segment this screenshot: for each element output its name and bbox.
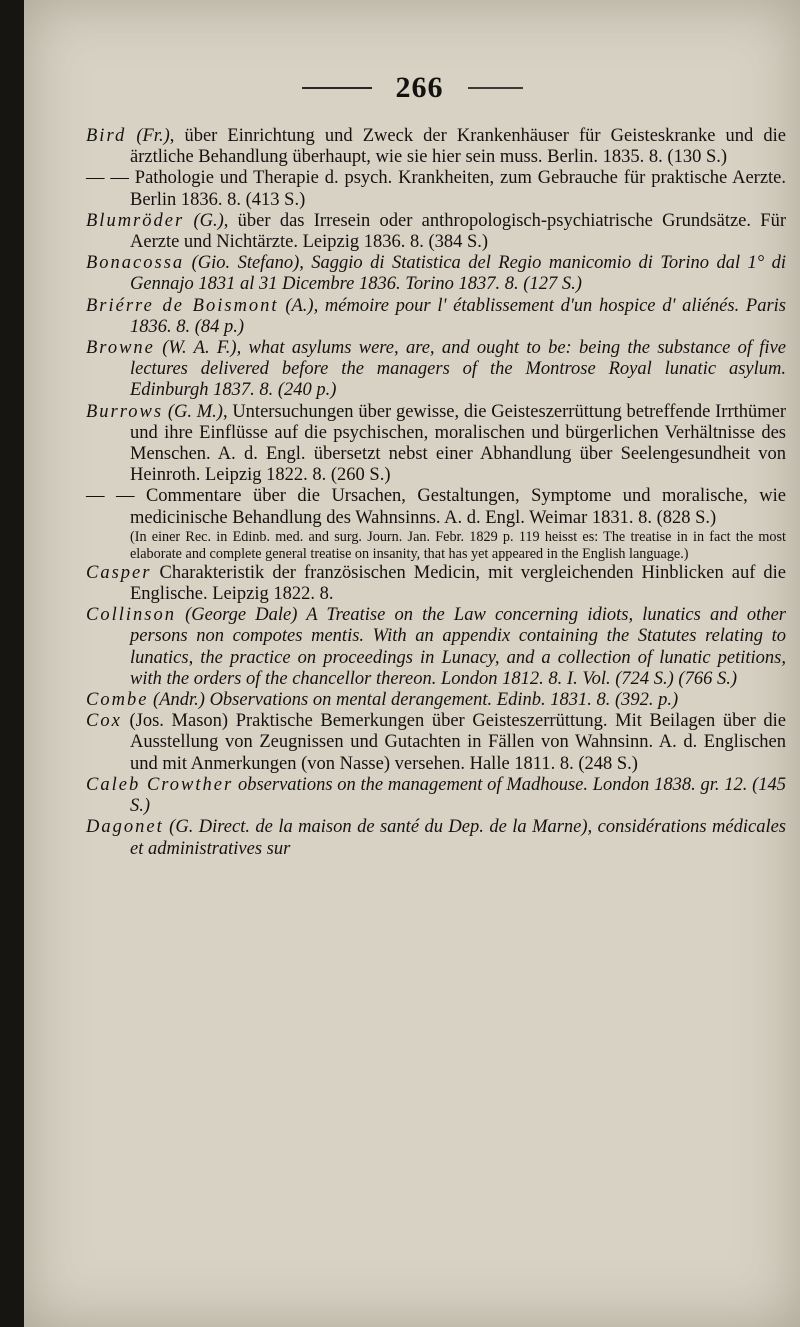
bibliography-entry: — — Pathologie und Therapie d. psych. Krankheiten, zum Gebrauche für praktische Aerzte. Berlin 1836. 8. (413 S.) — [86, 168, 787, 210]
bibliography-entry: Combe (Andr.) Observations on mental derangement. Edinb. 1831. 8. (392. p.) — [86, 690, 679, 711]
review-note: (In einer Rec. in Edinb. med. and surg. Journ. Jan. Febr. 1829 p. 119 heisst es: The treatise in in fact the most elaborate and complete general treatise on insanity, that has yet appeared in the English language.) — [130, 528, 786, 562]
bibliography-entry: Browne (W. A. F.), what asylums were, are, and ought to be: being the substance of five lectures delivered before the managers of the Montrose Royal lunatic asylum. Edinburgh 1837. 8. (240 p.) — [86, 338, 786, 401]
header-rule-right — [468, 87, 523, 89]
bibliography-entry: Burrows (G. M.), Untersuchungen über gewisse, die Geisteszerrüttung betreffende Irrthümer und ihre Einflüsse auf die psychischen, moralischen und bürgerlichen Verhältnisse des Menschen. A. d. Engl. übersetzt nebst einer Abhandlung über Seelengesundheit von Heinroth. Leipzig 1822. 8. (260 S.) — [86, 401, 787, 486]
bibliography-entry: Cox (Jos. Mason) Praktische Bemerkungen über Geisteszerrüttung. Mit Beilagen über die Ausstellung von Zeugnissen und Gutachten in Fällen von Wahnsinn. A. d. Englischen und mit Anmerkungen (von Nasse) versehen. Halle 1811. 8. (248 S.) — [86, 711, 787, 774]
book-page — [24, 0, 800, 1327]
header-rule-left — [302, 87, 372, 89]
page-number: 266 — [395, 71, 444, 104]
bibliography-entry: Bird (Fr.), über Einrichtung und Zweck der Krankenhäuser für Geisteskranke und die ärztliche Behandlung überhaupt, wie sie hier sein muss. Berlin. 1835. 8. (130 S.) — [86, 126, 786, 168]
bibliography-list — [86, 126, 786, 860]
bibliography-entry: Briérre de Boismont (A.), mémoire pour l' établissement d'un hospice d' aliénés. Paris 1836. 8. (84 p.) — [86, 295, 787, 337]
bibliography-entry: Caleb Crowther observations on the management of Madhouse. London 1838. gr. 12. (145 S.) — [86, 774, 787, 817]
bibliography-entry: Dagonet (G. Direct. de la maison de santé du Dep. de la Marne), considérations médicales et administratives sur — [86, 817, 786, 859]
bibliography-entry: Casper Charakteristik der französischen Medicin, mit vergleichenden Hinblicken auf die Englische. Leipzig 1822. 8. — [86, 562, 786, 605]
bibliography-entry: — — Commentare über die Ursachen, Gestaltungen, Symptome und moralische, wie medicinische Behandlung des Wahnsinns. A. d. Engl. Weimar 1831. 8. (828 S.) — [86, 486, 786, 528]
bibliography-entry: Collinson (George Dale) A Treatise on the Law concerning idiots, lunatics and other persons non compotes mentis. With an appendix containing the Statutes relating to lunatics, the practice on proceedings in Lunacy, and a collection of lunatic petitions, with the orders of the chancellor thereon. London 1812. 8. I. Vol. (724 S.) (766 S.) — [86, 605, 786, 689]
page-header — [24, 68, 800, 108]
bibliography-entry: Bonacossa (Gio. Stefano), Saggio di Statistica del Regio manicomio di Torino dal 1° di Gennajo 1831 al 31 Dicembre 1836. Torino 1837. 8. (127 S.) — [86, 253, 786, 295]
bibliography-entry: Blumröder (G.), über das Irresein oder anthropologisch-psychiatrische Grundsätze. Für Aerzte und Nichtärzte. Leipzig 1836. 8. (384 S.) — [86, 210, 786, 253]
